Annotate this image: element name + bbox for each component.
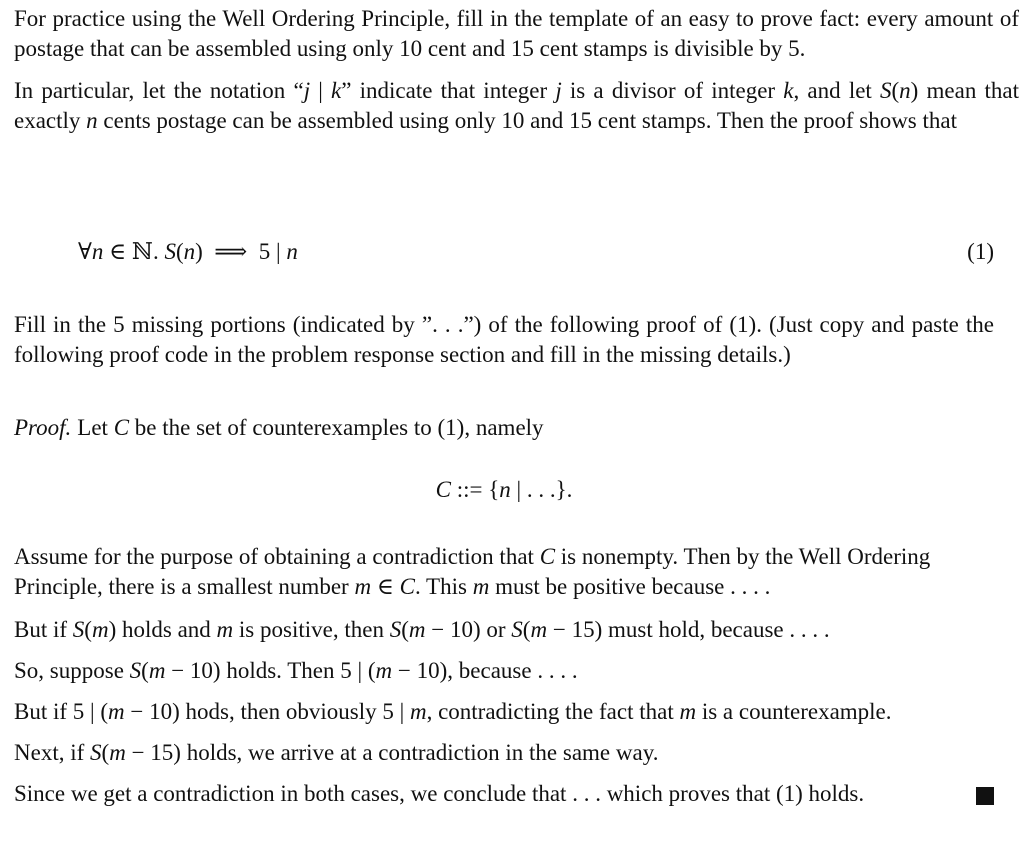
equation-body [78,237,298,267]
paren: ( [175,239,184,264]
next-line [14,738,994,768]
proof-text: . This [414,574,473,599]
paren: ( [401,617,409,642]
math-var-m: m [472,574,490,599]
math-var-n: n [86,108,98,133]
math-var-m: m [91,617,109,642]
math-func-s: S [389,617,402,642]
proof-text: − 15) must hold, because . . . . [547,617,830,642]
math-func-s: S [880,78,892,103]
paren: ) [910,78,919,103]
math-var-m: m [679,699,697,724]
math-var-m: m [354,574,372,599]
proof-text: − 10), because . . . . [392,658,578,683]
math-var-c: C [539,544,556,569]
proof-text: Assume for the purpose of obtaining a contradiction that [14,544,540,569]
math-var-k: k [331,78,342,103]
math-var-n: n [183,239,196,264]
notation-paragraph [14,76,1019,136]
math-var-m: m [409,699,427,724]
set-definition [14,475,994,505]
forall-symbol: ∀ [78,239,92,264]
proof-text: is positive, then [233,617,390,642]
proof-text: is a counterexample. [696,699,892,724]
display-equation [14,237,994,271]
paren: ( [141,658,149,683]
proof-text: ) holds and [108,617,217,642]
math-var-m: m [148,658,166,683]
assume-paragraph [14,542,994,602]
math-var-n: n [286,239,298,264]
math-var-n: n [499,477,511,502]
math-func-s: S [129,658,142,683]
proof-text: But if [14,617,73,642]
math-var-c: C [435,477,451,502]
proof-text: − 10) holds. Then 5 | ( [165,658,376,683]
divides-symbol: | [310,78,332,103]
proof-label: Proof. [14,415,72,440]
proof-text: − 10) or [425,617,512,642]
math-var-m: m [216,617,234,642]
math-var-m: m [408,617,426,642]
proof-text: must be positive because . . . . [489,574,771,599]
instructions-paragraph: Fill in the 5 missing portions (indicated by ”. . .”) of the following proof of (1). (Just copy and paste the following proof code in the problem response section and fill in the missing details.) [14,312,994,367]
proof-text: Let [77,415,114,440]
contradiction-line [14,697,1019,727]
notation-text: cents postage can be assembled using only 10 and 15 cent stamps. Then the proof shows that [97,108,958,133]
positive-line [14,615,994,645]
qed-square-icon [976,787,994,805]
suppose-line [14,656,994,686]
math-var-c: C [399,574,415,599]
proof-text: Next, if [14,740,91,765]
conclude-line [14,779,994,809]
notation-text: , and let [793,78,880,103]
math-var-j: j [303,78,311,103]
notation-text: ” indicate that integer [341,78,556,103]
set-def-text: ::= { [450,477,500,502]
equation-number: (1) [967,239,994,264]
math-var-m: m [530,617,548,642]
notation-text: mean that exactly [14,78,1020,133]
paren: ( [522,617,531,642]
math-func-s: S [164,239,176,264]
math-var-n: n [899,78,911,103]
proof-start-line [14,413,994,443]
proof-text: Since we get a contradiction in both cases, we conclude that . . . which proves that (1) holds. [14,781,865,806]
math-func-s: S [511,617,523,642]
proof-text: − 10) hods, then obviously 5 | [124,699,410,724]
math-func-s: S [90,740,102,765]
five-divides: 5 | [258,239,287,264]
paren: ( [891,78,900,103]
math-var-c: C [113,415,130,440]
proof-text: be the set of counterexamples to (1), namely [129,415,544,440]
proof-text: − 15) holds, we arrive at a contradiction in the same way. [125,740,659,765]
element-of-naturals: ∈ ℕ. [103,239,165,264]
math-var-m: m [109,740,126,765]
notation-text: In particular, let the notation “ [14,78,304,103]
notation-text: is a divisor of integer [561,78,784,103]
implies-symbol: ⟹ [202,239,259,264]
set-def-text: | . . .}. [510,477,573,502]
math-var-n: n [91,239,104,264]
proof-text: , contradicting the fact that [426,699,680,724]
paren: ( [101,740,110,765]
element-of: ∈ [371,574,400,599]
proof-text: is nonempty. Then by the Well Ordering Principle, there is a smallest number [14,544,931,599]
intro-paragraph: For practice using the Well Ordering Principle, fill in the template of an easy to prove fact: every amount of postage that can be assembled using only 10 cent and 15 cent stamps is divisible by 5. [14,6,1019,61]
proof-text: So, suppose [14,658,130,683]
math-var-j: j [555,78,562,103]
paren: ( [84,617,92,642]
proof-text: But if 5 | ( [14,699,109,724]
math-func-s: S [72,617,85,642]
math-var-m: m [108,699,125,724]
math-var-m: m [375,658,393,683]
paren: ) [195,239,203,264]
math-var-k: k [783,78,794,103]
